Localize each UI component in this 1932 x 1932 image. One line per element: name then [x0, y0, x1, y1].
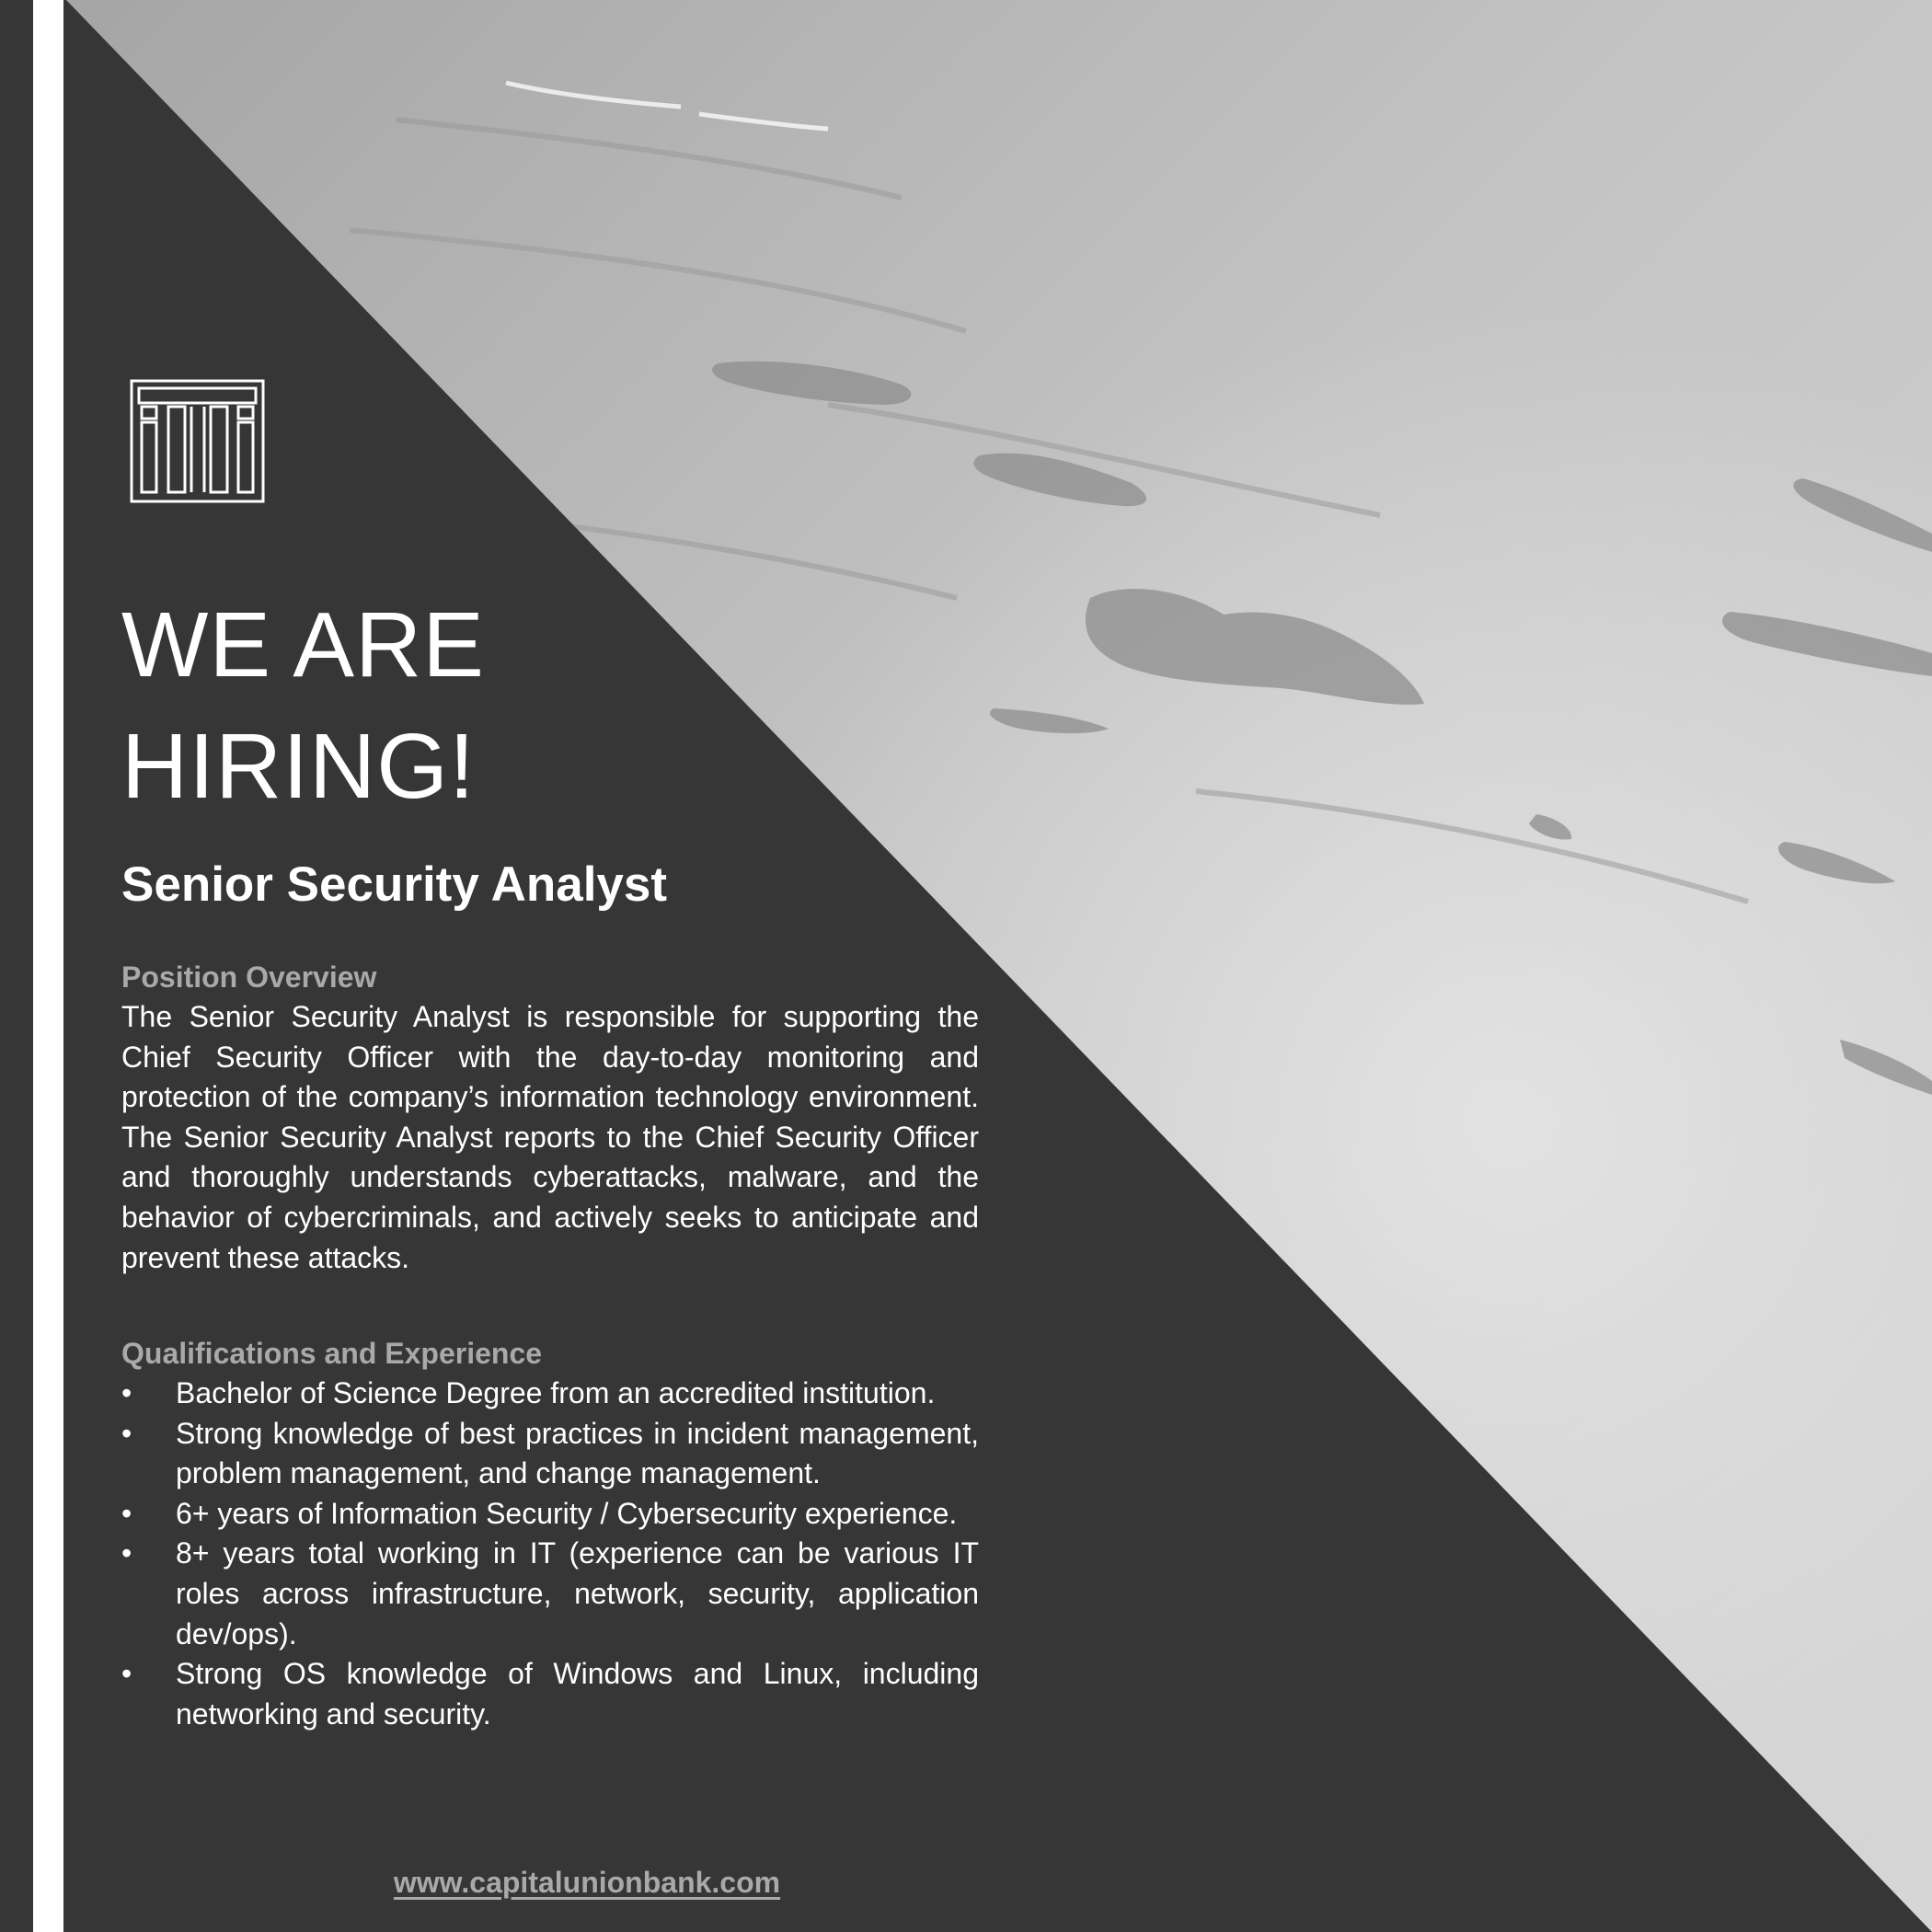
- bullet-icon: •: [121, 1657, 132, 1691]
- left-stripe: [33, 0, 63, 1932]
- position-overview-section: [121, 957, 979, 1278]
- qualification-text: Strong knowledge of best practices in incident management, problem management, and change management.: [176, 1416, 979, 1490]
- headline-line-2: HIRING!: [121, 715, 476, 818]
- qualification-item: [121, 1534, 979, 1654]
- headline-line-1: WE ARE: [121, 593, 485, 696]
- bullet-icon: •: [121, 1376, 132, 1409]
- qualification-item: [121, 1374, 979, 1414]
- bullet-icon: •: [121, 1416, 132, 1450]
- qualifications-list: [121, 1374, 979, 1734]
- qualification-item: [121, 1494, 979, 1535]
- position-overview-heading: Position Overview: [121, 960, 377, 994]
- qualifications-heading: Qualifications and Experience: [121, 1337, 543, 1370]
- website-link[interactable]: www.capitalunionbank.com: [393, 1866, 781, 1899]
- job-title: Senior Security Analyst: [121, 857, 668, 912]
- iti-logo-icon: [130, 379, 265, 503]
- qualification-text: Bachelor of Science Degree from an accredited institution.: [176, 1376, 936, 1409]
- bullet-icon: •: [121, 1536, 132, 1570]
- qualification-item: [121, 1414, 979, 1494]
- qualification-item: [121, 1654, 979, 1734]
- qualification-text: 8+ years total working in IT (experience can be various IT roles across infrastructure, network, security, application dev/ops).: [176, 1536, 979, 1650]
- qualification-text: 6+ years of Information Security / Cybersecurity experience.: [176, 1496, 958, 1530]
- qualification-text: Strong OS knowledge of Windows and Linux, including networking and security.: [176, 1657, 979, 1731]
- hiring-headline: [121, 584, 485, 827]
- qualifications-section: [121, 1333, 979, 1734]
- position-overview-text: The Senior Security Analyst is responsible for supporting the Chief Security Officer with the day-to-day monitoring and protection of the company’s information technology environment. The Senior Security Analyst reports to the Chief Security Officer and thoroughly understands cyberattacks, malware, and the behavior of cybercriminals, and actively seeks to anticipate and prevent these attacks.: [121, 1000, 979, 1274]
- bullet-icon: •: [121, 1496, 132, 1530]
